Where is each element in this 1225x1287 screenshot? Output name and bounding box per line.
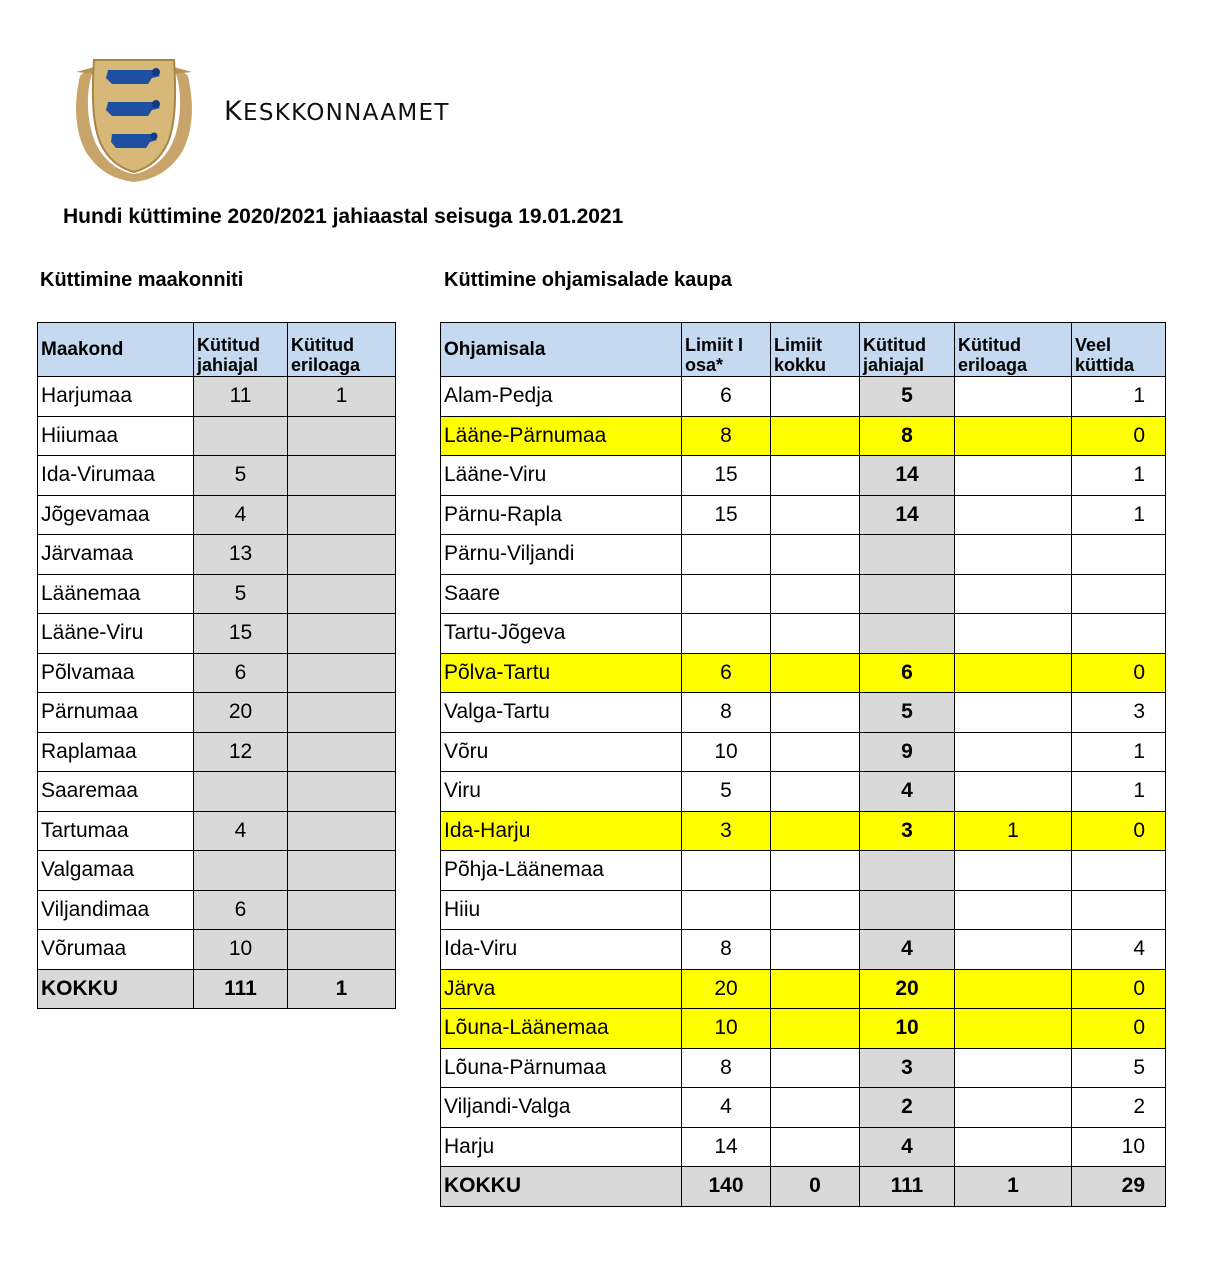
limit-total-cell (771, 1009, 860, 1049)
management-area-table (440, 322, 1166, 1207)
limit-total-cell (771, 693, 860, 733)
column-header: Kütitud eriloaga (288, 323, 396, 377)
hunted-special-permit-cell (955, 1127, 1072, 1167)
county-name-cell: Viljandimaa (38, 890, 194, 930)
hunted-special-permit-cell (955, 772, 1072, 812)
table-row (441, 416, 1166, 456)
remaining-to-hunt-cell: 10 (1072, 1127, 1166, 1167)
table-row (38, 930, 396, 970)
document-title: Hundi küttimine 2020/2021 jahiaastal seisuga 19.01.2021 (63, 205, 624, 228)
table-row (38, 890, 396, 930)
limit-part-one-cell: 6 (682, 377, 771, 417)
limit-part-one-cell: 8 (682, 1048, 771, 1088)
hunted-special-permit-cell (288, 495, 396, 535)
county-name-cell: Ida-Virumaa (38, 456, 194, 496)
hunted-special-permit-cell (955, 495, 1072, 535)
remaining-to-hunt-cell: 0 (1072, 416, 1166, 456)
hunted-in-season-cell: 10 (860, 1009, 955, 1049)
hunted-special-permit-cell: 1 (288, 377, 396, 417)
hunted-special-permit-cell (955, 535, 1072, 575)
table-row (38, 732, 396, 772)
limit-part-one-cell: 3 (682, 811, 771, 851)
table-row (441, 653, 1166, 693)
total-remaining-to-hunt: 29 (1072, 1167, 1166, 1207)
county-name-cell: Saaremaa (38, 772, 194, 812)
limit-total-cell (771, 574, 860, 614)
county-name-cell: Põlvamaa (38, 653, 194, 693)
county-name-cell: Valgamaa (38, 851, 194, 891)
remaining-to-hunt-cell: 1 (1072, 456, 1166, 496)
hunted-special-permit-cell (288, 772, 396, 812)
table-row (38, 772, 396, 812)
table-row (441, 732, 1166, 772)
limit-part-one-cell (682, 614, 771, 654)
limit-part-one-cell: 15 (682, 495, 771, 535)
county-table (37, 322, 396, 1009)
hunted-in-season-cell: 4 (860, 930, 955, 970)
management-area-name-cell: Ida-Viru (441, 930, 682, 970)
hunted-special-permit-cell (288, 456, 396, 496)
hunted-in-season-cell: 20 (194, 693, 288, 733)
hunted-in-season-cell (860, 851, 955, 891)
hunted-in-season-cell (860, 614, 955, 654)
hunted-in-season-cell (194, 772, 288, 812)
table-row (38, 574, 396, 614)
management-area-name-cell: Valga-Tartu (441, 693, 682, 733)
limit-part-one-cell: 5 (682, 772, 771, 812)
remaining-to-hunt-cell: 1 (1072, 732, 1166, 772)
hunted-special-permit-cell (288, 653, 396, 693)
limit-total-cell (771, 1048, 860, 1088)
hunted-in-season-cell: 11 (194, 377, 288, 417)
table-row (38, 653, 396, 693)
table-row (441, 456, 1166, 496)
table-header-row (441, 323, 1166, 377)
remaining-to-hunt-cell: 0 (1072, 969, 1166, 1009)
hunted-in-season-cell: 14 (860, 456, 955, 496)
hunted-in-season-cell: 4 (860, 1127, 955, 1167)
hunted-special-permit-cell (955, 574, 1072, 614)
table-row (38, 693, 396, 733)
total-label: KOKKU (38, 969, 194, 1009)
hunted-special-permit-cell (955, 456, 1072, 496)
shield-icon (72, 52, 198, 182)
table-row (38, 614, 396, 654)
table-row (38, 495, 396, 535)
remaining-to-hunt-cell (1072, 535, 1166, 575)
remaining-to-hunt-cell: 2 (1072, 1088, 1166, 1128)
hunted-in-season-cell: 6 (194, 653, 288, 693)
hunted-in-season-cell: 4 (860, 772, 955, 812)
hunted-special-permit-cell (288, 851, 396, 891)
management-area-name-cell: Hiiu (441, 890, 682, 930)
management-area-name-cell: Lääne-Viru (441, 456, 682, 496)
total-hunted-special-permit: 1 (955, 1167, 1072, 1207)
table-row (38, 416, 396, 456)
limit-part-one-cell (682, 890, 771, 930)
hunted-in-season-cell: 2 (860, 1088, 955, 1128)
management-area-name-cell: Harju (441, 1127, 682, 1167)
hunted-special-permit-cell (955, 614, 1072, 654)
hunted-special-permit-cell (955, 930, 1072, 970)
table-row (441, 969, 1166, 1009)
table-row (38, 535, 396, 575)
limit-total-cell (771, 614, 860, 654)
limit-total-cell (771, 930, 860, 970)
management-area-name-cell: Ida-Harju (441, 811, 682, 851)
hunted-special-permit-cell (288, 614, 396, 654)
management-area-name-cell: Tartu-Jõgeva (441, 614, 682, 654)
management-area-name-cell: Pärnu-Rapla (441, 495, 682, 535)
limit-total-cell (771, 772, 860, 812)
total-hunted-in-season: 111 (194, 969, 288, 1009)
hunted-special-permit-cell: 1 (955, 811, 1072, 851)
table-row (441, 535, 1166, 575)
table-header-row (38, 323, 396, 377)
table-row (441, 574, 1166, 614)
remaining-to-hunt-cell: 1 (1072, 377, 1166, 417)
limit-part-one-cell: 8 (682, 416, 771, 456)
hunted-special-permit-cell (288, 535, 396, 575)
limit-part-one-cell: 15 (682, 456, 771, 496)
table-row (441, 1088, 1166, 1128)
hunted-special-permit-cell (288, 693, 396, 733)
hunted-in-season-cell: 8 (860, 416, 955, 456)
limit-total-cell (771, 851, 860, 891)
table-row (441, 614, 1166, 654)
hunted-special-permit-cell (288, 811, 396, 851)
section-title-by-management-area: Küttimine ohjamisalade kaupa (444, 269, 732, 291)
column-header: Limiit kokku (771, 323, 860, 377)
limit-part-one-cell (682, 574, 771, 614)
management-area-name-cell: Põlva-Tartu (441, 653, 682, 693)
total-limit-total: 0 (771, 1167, 860, 1207)
hunted-special-permit-cell (288, 732, 396, 772)
limit-part-one-cell (682, 535, 771, 575)
county-name-cell: Järvamaa (38, 535, 194, 575)
hunted-in-season-cell: 15 (194, 614, 288, 654)
limit-total-cell (771, 416, 860, 456)
management-area-name-cell: Lääne-Pärnumaa (441, 416, 682, 456)
hunted-special-permit-cell (955, 377, 1072, 417)
remaining-to-hunt-cell: 5 (1072, 1048, 1166, 1088)
coat-of-arms-logo (72, 52, 198, 182)
limit-part-one-cell: 4 (682, 1088, 771, 1128)
hunted-in-season-cell: 9 (860, 732, 955, 772)
hunted-in-season-cell (860, 535, 955, 575)
hunted-in-season-cell (860, 890, 955, 930)
hunted-special-permit-cell (288, 416, 396, 456)
hunted-in-season-cell: 14 (860, 495, 955, 535)
hunted-in-season-cell: 5 (194, 456, 288, 496)
hunted-in-season-cell: 13 (194, 535, 288, 575)
column-header: Maakond (38, 323, 194, 377)
county-name-cell: Tartumaa (38, 811, 194, 851)
table-row (441, 1127, 1166, 1167)
table-row (441, 890, 1166, 930)
hunted-in-season-cell: 5 (194, 574, 288, 614)
limit-total-cell (771, 969, 860, 1009)
hunted-in-season-cell: 3 (860, 811, 955, 851)
county-name-cell: Pärnumaa (38, 693, 194, 733)
hunted-in-season-cell (860, 574, 955, 614)
remaining-to-hunt-cell: 4 (1072, 930, 1166, 970)
column-header: Kütitud eriloaga (955, 323, 1072, 377)
remaining-to-hunt-cell (1072, 614, 1166, 654)
hunted-special-permit-cell (955, 1009, 1072, 1049)
table-row (441, 851, 1166, 891)
hunted-special-permit-cell (955, 890, 1072, 930)
limit-part-one-cell: 20 (682, 969, 771, 1009)
table-row (38, 811, 396, 851)
section-title-by-county: Küttimine maakonniti (40, 269, 244, 291)
remaining-to-hunt-cell (1072, 574, 1166, 614)
table-row (38, 377, 396, 417)
limit-total-cell (771, 653, 860, 693)
remaining-to-hunt-cell (1072, 890, 1166, 930)
hunted-in-season-cell: 6 (194, 890, 288, 930)
limit-total-cell (771, 732, 860, 772)
management-area-name-cell: Alam-Pedja (441, 377, 682, 417)
hunted-special-permit-cell (955, 851, 1072, 891)
management-area-name-cell: Lõuna-Pärnumaa (441, 1048, 682, 1088)
hunted-in-season-cell: 5 (860, 377, 955, 417)
table-row (441, 811, 1166, 851)
total-limit-part-one: 140 (682, 1167, 771, 1207)
limit-part-one-cell (682, 851, 771, 891)
total-hunted-in-season: 111 (860, 1167, 955, 1207)
limit-part-one-cell: 8 (682, 930, 771, 970)
limit-total-cell (771, 535, 860, 575)
hunted-special-permit-cell (955, 969, 1072, 1009)
limit-part-one-cell: 6 (682, 653, 771, 693)
table-row (441, 930, 1166, 970)
organization-name: KESKKONNAAMET (224, 96, 450, 127)
hunted-in-season-cell: 6 (860, 653, 955, 693)
table-row (441, 495, 1166, 535)
remaining-to-hunt-cell: 1 (1072, 495, 1166, 535)
hunted-special-permit-cell (955, 693, 1072, 733)
hunted-in-season-cell: 5 (860, 693, 955, 733)
total-row (441, 1167, 1166, 1207)
table-row (441, 693, 1166, 733)
management-area-name-cell: Lõuna-Läänemaa (441, 1009, 682, 1049)
limit-total-cell (771, 890, 860, 930)
table-row (38, 456, 396, 496)
hunted-special-permit-cell (955, 416, 1072, 456)
remaining-to-hunt-cell: 0 (1072, 653, 1166, 693)
hunted-in-season-cell: 10 (194, 930, 288, 970)
table-row (441, 1048, 1166, 1088)
remaining-to-hunt-cell (1072, 851, 1166, 891)
total-hunted-special-permit: 1 (288, 969, 396, 1009)
hunted-special-permit-cell (288, 890, 396, 930)
hunted-in-season-cell: 4 (194, 811, 288, 851)
hunted-special-permit-cell (955, 732, 1072, 772)
hunted-in-season-cell (194, 851, 288, 891)
limit-part-one-cell: 10 (682, 732, 771, 772)
management-area-name-cell: Järva (441, 969, 682, 1009)
limit-part-one-cell: 8 (682, 693, 771, 733)
column-header: Kütitud jahiajal (194, 323, 288, 377)
limit-total-cell (771, 811, 860, 851)
county-name-cell: Võrumaa (38, 930, 194, 970)
limit-total-cell (771, 377, 860, 417)
county-name-cell: Läänemaa (38, 574, 194, 614)
table-row (441, 772, 1166, 812)
remaining-to-hunt-cell: 3 (1072, 693, 1166, 733)
remaining-to-hunt-cell: 0 (1072, 1009, 1166, 1049)
county-name-cell: Raplamaa (38, 732, 194, 772)
hunted-special-permit-cell (955, 1088, 1072, 1128)
table-row (38, 851, 396, 891)
county-name-cell: Jõgevamaa (38, 495, 194, 535)
hunted-in-season-cell: 20 (860, 969, 955, 1009)
county-name-cell: Hiiumaa (38, 416, 194, 456)
limit-part-one-cell: 14 (682, 1127, 771, 1167)
limit-part-one-cell: 10 (682, 1009, 771, 1049)
management-area-name-cell: Pärnu-Viljandi (441, 535, 682, 575)
table-row (441, 377, 1166, 417)
county-name-cell: Lääne-Viru (38, 614, 194, 654)
column-header: Veel küttida (1072, 323, 1166, 377)
hunted-special-permit-cell (288, 930, 396, 970)
remaining-to-hunt-cell: 0 (1072, 811, 1166, 851)
limit-total-cell (771, 1088, 860, 1128)
limit-total-cell (771, 456, 860, 496)
management-area-name-cell: Võru (441, 732, 682, 772)
hunted-in-season-cell: 12 (194, 732, 288, 772)
table-row (441, 1009, 1166, 1049)
management-area-name-cell: Põhja-Läänemaa (441, 851, 682, 891)
management-area-name-cell: Viru (441, 772, 682, 812)
hunted-special-permit-cell (288, 574, 396, 614)
hunted-in-season-cell (194, 416, 288, 456)
management-area-name-cell: Viljandi-Valga (441, 1088, 682, 1128)
hunted-special-permit-cell (955, 653, 1072, 693)
hunted-in-season-cell: 3 (860, 1048, 955, 1088)
limit-total-cell (771, 1127, 860, 1167)
hunted-special-permit-cell (955, 1048, 1072, 1088)
county-name-cell: Harjumaa (38, 377, 194, 417)
remaining-to-hunt-cell: 1 (1072, 772, 1166, 812)
total-label: KOKKU (441, 1167, 682, 1207)
limit-total-cell (771, 495, 860, 535)
total-row (38, 969, 396, 1009)
column-header: Kütitud jahiajal (860, 323, 955, 377)
management-area-name-cell: Saare (441, 574, 682, 614)
column-header: Ohjamisala (441, 323, 682, 377)
column-header: Limiit I osa* (682, 323, 771, 377)
hunted-in-season-cell: 4 (194, 495, 288, 535)
